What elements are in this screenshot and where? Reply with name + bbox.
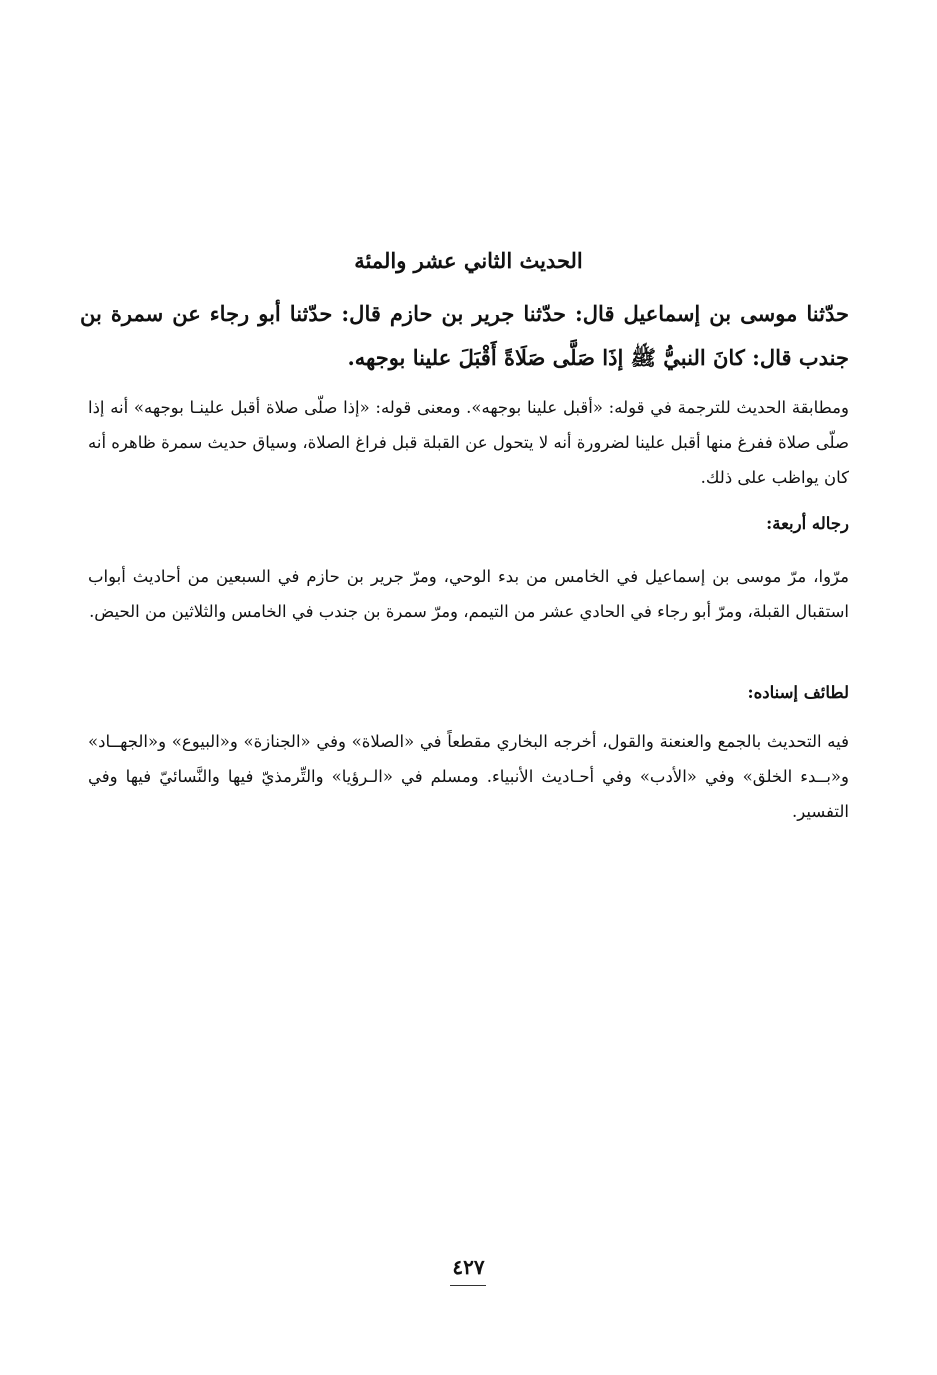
isnad-paragraph: فيه التحديث بالجمع والعنعنة والقول، أخرجه البخاري مقطعاً في «الصلاة» وفي «الجنازة» و«البيوع» و«الجهــاد» و«بــدء الخلق» وفي «الأدب» وفي أحـاديث الأنبياء. ومسلم في «الـرؤيا» والتِّرمذيّ فيها والنَّسائيّ فيها وفي التفسير. [88, 732, 849, 821]
page-number: ٤٢٧ [452, 1255, 485, 1279]
hadith-text: حدّثنا موسى بن إسماعيل قال: حدّثنا جرير بن حازم قال: حدّثنا أبو رجاء عن سمرة بن جندب قال: كانَ النبيُّ ﷺ إذَا صَلَّى صَلَاةً أَقْبَلَ علينا بوجهه. [80, 301, 849, 370]
isnad-heading: لطائف إسناده: [747, 683, 849, 702]
narrators-paragraph: مرّوا، مرّ موسى بن إسماعيل في الخامس من بدء الوحي، ومرّ جرير بن حازم في السبعين من أحاديث أبواب استقبال القبلة، ومرّ أبو رجاء في الحادي عشر من التيمم، ومرّ سمرة بن جندب في الخامس والثلاثين من الحيض. [88, 567, 849, 621]
page-number-underline [450, 1285, 486, 1286]
commentary-paragraph: ومطابقة الحديث للترجمة في قوله: «أقبل علينا بوجهه». ومعنى قوله: «إذا صلّى صلاة أقبل علينـا بوجهه» أنه إذا صلّى صلاة ففرغ منها أقبل علينا لضرورة أنه لا يتحول عن القبلة قبل فراغ الصلاة، وسياق حديث سمرة ظاهره أنه كان يواظب على ذلك. [88, 398, 849, 487]
narrators-heading: رجاله أربعة: [766, 514, 849, 533]
hadith-title: الحديث الثاني عشر والمئة [354, 248, 583, 273]
